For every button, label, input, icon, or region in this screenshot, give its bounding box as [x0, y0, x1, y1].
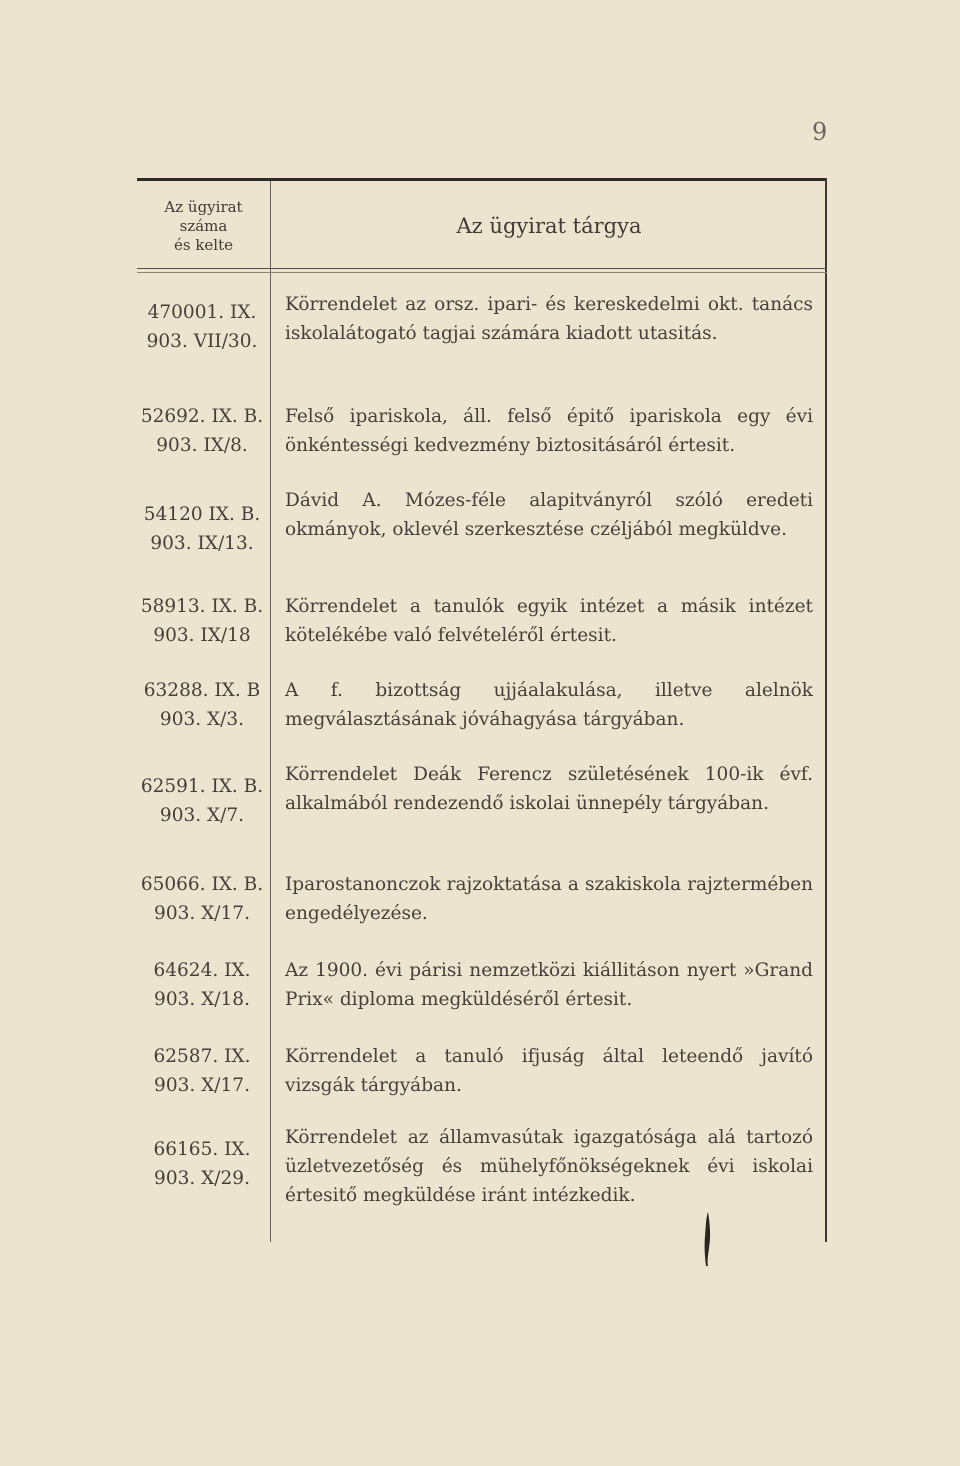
reference-number: 54120 IX. B.: [143, 504, 261, 525]
reference-cell: [137, 870, 267, 928]
reference-date: 903. X/18.: [154, 989, 250, 1010]
reference-date: 903. IX/13.: [150, 533, 254, 554]
column-divider: [270, 181, 271, 1242]
reference-date: 903. IX/18: [153, 625, 251, 646]
reference-number: 62587. IX.: [153, 1046, 251, 1067]
page-number: 9: [812, 118, 828, 146]
header-rule-double: [137, 272, 827, 273]
reference-date: 903. IX/8.: [156, 435, 248, 456]
reference-number: 63288. IX. B: [143, 680, 261, 701]
reference-date: 903. VII/30.: [146, 331, 258, 352]
subject-cell: Körrendelet az államvasútak igazgatósága alá tartozó üzletvezetőség és mühelyfőnökségeknek évi iskolai értesitő megküldése iránt intézkedik.: [285, 1127, 813, 1206]
subject-cell: Körrendelet a tanulók egyik intézet a másik intézet kötelékébe való felvételéről értesit.: [285, 596, 813, 646]
subject-cell: Iparostanonczok rajzoktatása a szakiskola rajztermében engedélyezése.: [285, 874, 813, 924]
reference-date: 903. X/17.: [154, 903, 250, 924]
subject-cell: Körrendelet az orsz. ipari- és kereskedelmi okt. tanács iskolalátogató tagjai számára kiadott utasitás.: [285, 294, 813, 344]
reference-number: 66165. IX.: [153, 1139, 251, 1160]
reference-number: 64624. IX.: [153, 960, 251, 981]
reference-number: 62591. IX. B.: [140, 776, 264, 797]
subject-cell: Körrendelet a tanuló ifjuság által leteendő javító vizsgák tárgyában.: [285, 1046, 813, 1096]
reference-number: 52692. IX. B.: [140, 406, 264, 427]
table-right-rule: [825, 178, 827, 1242]
reference-cell: [137, 956, 267, 1014]
reference-date: 903. X/7.: [159, 805, 245, 826]
subject-cell: A f. bizottság ujjáalakulása, illetve alelnök megválasztásának jóváhagyása tárgyában.: [285, 680, 813, 730]
header-subject-column: Az ügyirat tárgya: [456, 214, 642, 238]
reference-date: 903. X/17.: [154, 1075, 250, 1096]
subject-cell: Dávid A. Mózes-féle alapitványról szóló eredeti okmányok, oklevél szerkesztése czéljából megküldve.: [285, 490, 813, 540]
ink-mark-icon: [704, 1212, 712, 1266]
reference-cell: [137, 772, 267, 830]
records-table: [137, 178, 827, 1242]
reference-date: 903. X/3.: [159, 709, 245, 730]
table-top-rule: [137, 178, 827, 181]
reference-number: 470001. IX.: [147, 302, 257, 323]
reference-cell: [137, 500, 267, 558]
reference-cell: [137, 1135, 267, 1193]
reference-cell: [137, 1042, 267, 1100]
reference-cell: [137, 298, 267, 356]
header-rule: [137, 268, 827, 269]
reference-number: 65066. IX. B.: [140, 874, 264, 895]
reference-cell: [137, 592, 267, 650]
subject-cell: Körrendelet Deák Ferencz születésének 100-ik évf. alkalmából rendezendő iskolai ünnepély tárgyában.: [285, 764, 813, 814]
reference-cell: [137, 402, 267, 460]
reference-number: 58913. IX. B.: [140, 596, 264, 617]
header-left-line2: száma: [179, 217, 228, 235]
subject-cell: Felső ipariskola, áll. felső épitő ipariskola egy évi önkéntességi kedvezmény biztositásáról értesit.: [285, 406, 813, 456]
reference-date: 903. X/29.: [154, 1168, 250, 1189]
header-reference-column: [137, 198, 270, 255]
reference-cell: [137, 676, 267, 734]
subject-cell: Az 1900. évi párisi nemzetközi kiállitáson nyert »Grand Prix« diploma megküldéséről értesit.: [285, 960, 813, 1010]
header-left-line1: Az ügyirat: [164, 198, 243, 216]
header-left-line3: és kelte: [173, 236, 233, 254]
